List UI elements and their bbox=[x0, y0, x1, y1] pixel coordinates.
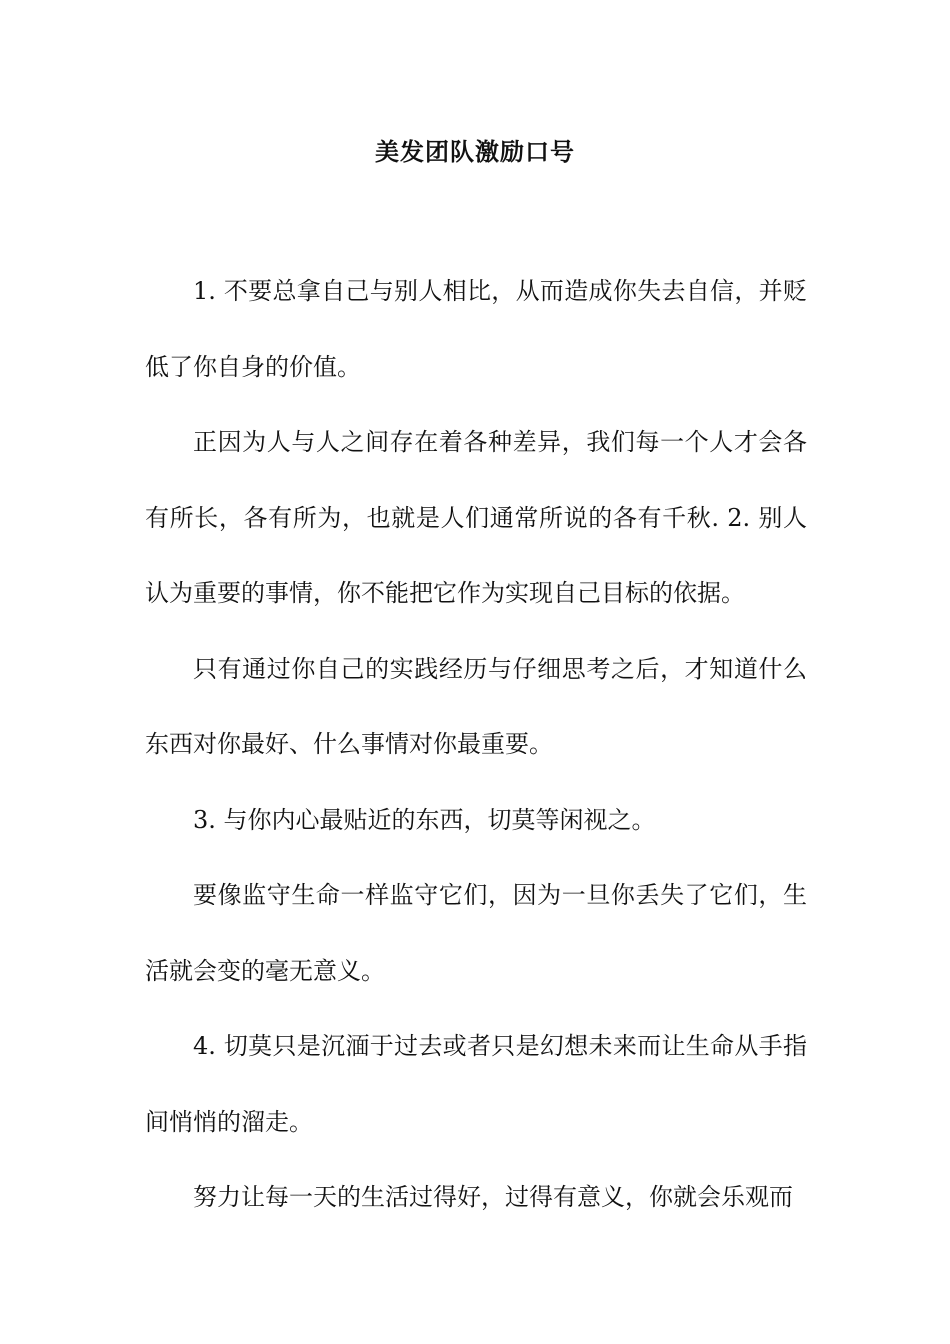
paragraph-1: 1. 不要总拿自己与别人相比，从而造成你失去自信，并贬低了你自身的价值。 bbox=[145, 277, 807, 381]
paragraph-4: 3. 与你内心最贴近的东西，切莫等闲视之。 bbox=[193, 805, 656, 834]
paragraph-3: 只有通过你自己的实践经历与仔细思考之后，才知道什么东西对你最好、什么事情对你最重要。 bbox=[145, 654, 807, 758]
document-body bbox=[145, 254, 807, 1236]
paragraph-6: 4. 切莫只是沉湎于过去或者只是幻想未来而让生命从手指间悄悄的溜走。 bbox=[145, 1032, 807, 1136]
paragraph-7: 努力让每一天的生活过得好，过得有意义，你就会乐观而 bbox=[193, 1183, 793, 1211]
document-title: 美发团队激励口号 bbox=[375, 138, 575, 166]
paragraph-2: 正因为人与人之间存在着各种差异，我们每一个人才会各有所长，各有所为，也就是人们通常所说的各有千秋. 2. 别人认为重要的事情，你不能把它作为实现自己目标的依据。 bbox=[145, 428, 807, 607]
paragraph-5: 要像监守生命一样监守它们，因为一旦你丢失了它们，生活就会变的毫无意义。 bbox=[145, 881, 807, 985]
